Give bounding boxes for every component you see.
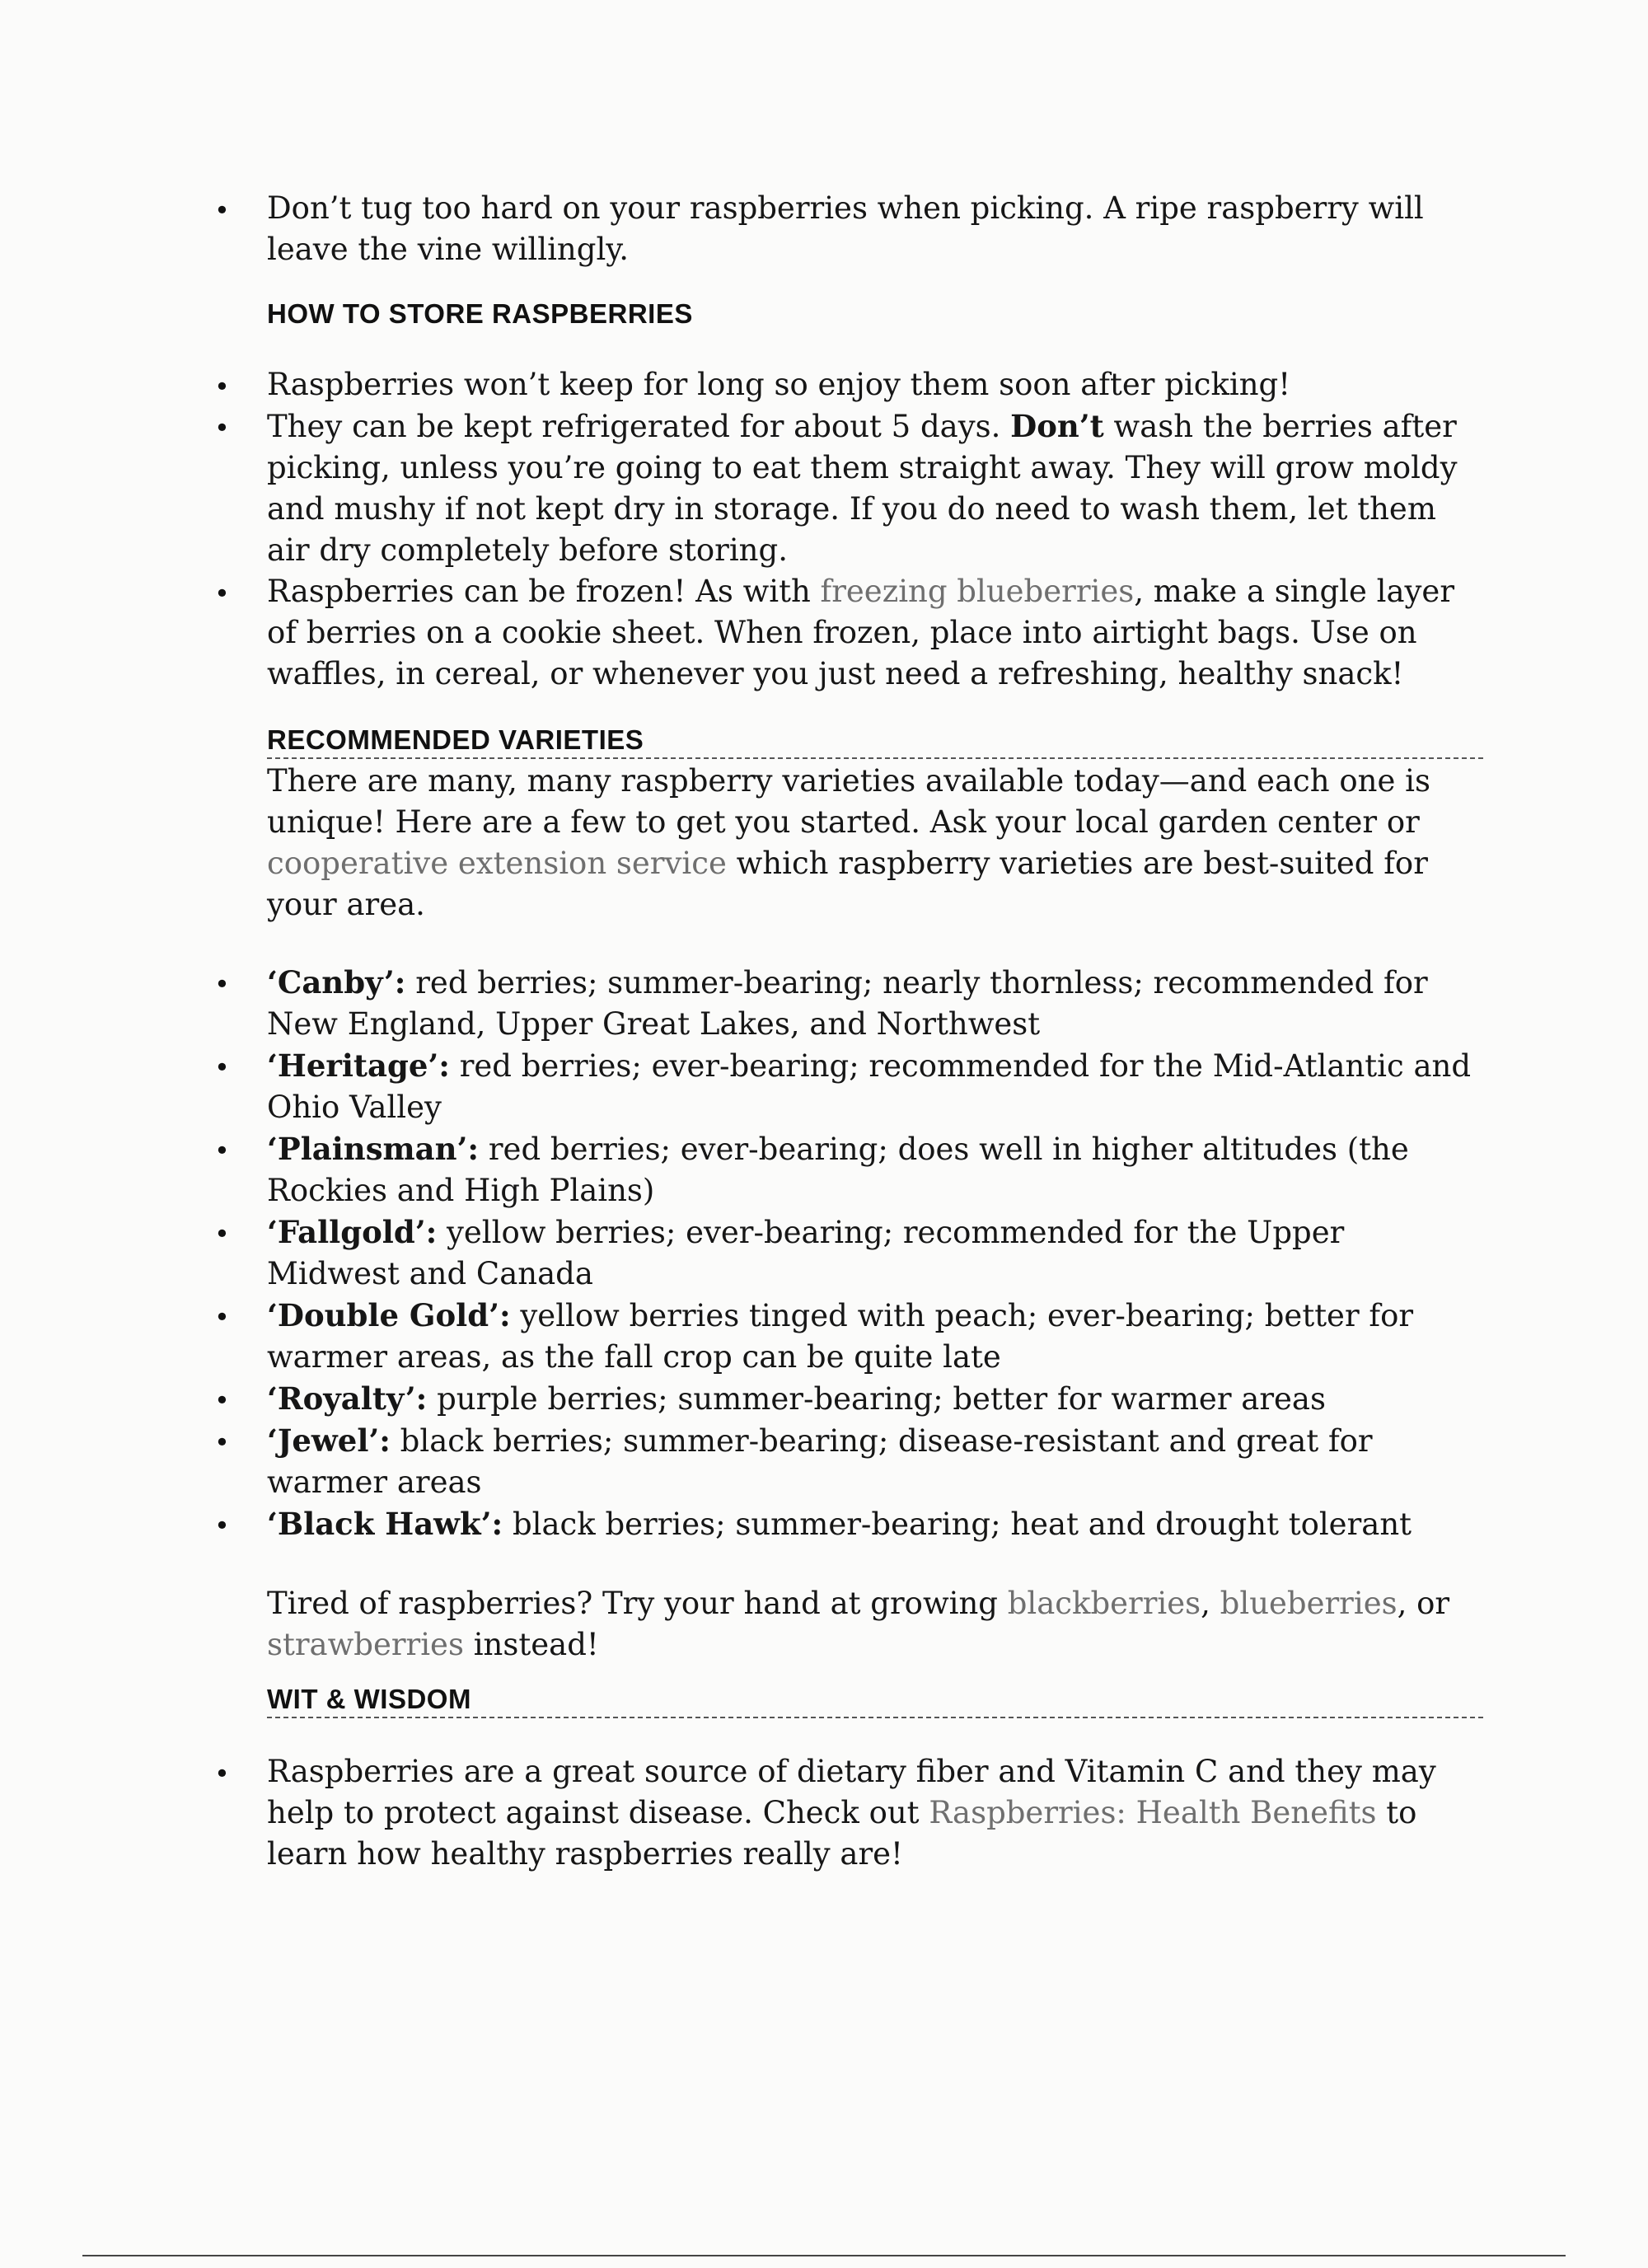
list-item: • Raspberries are a great source of dietary fiber and Vitamin C and they may help to protect against disease. Check out Raspberries: Health Benefits to learn how healthy raspberries really are!	[214, 1751, 1483, 1875]
varieties-heading: RECOMMENDED VARIETIES	[267, 724, 1483, 759]
list-item: • Raspberries won’t keep for long so enjoy them soon after picking!	[214, 364, 1483, 405]
freezing-blueberries-link[interactable]: freezing blueberries	[820, 574, 1135, 609]
variety-description: black berries; summer-bearing; disease-resistant and great for warmer areas	[267, 1423, 1373, 1500]
variety-name: ‘Double Gold’:	[267, 1297, 511, 1333]
list-item: • Raspberries can be frozen! As with freezing blueberries, make a single layer of berries on a cookie sheet. When frozen, place into airtight bags. Use on waffles, in cereal, or whenever you just need a refreshing, healthy snack!	[214, 571, 1483, 695]
list-item: • They can be kept refrigerated for about 5 days. Don’t wash the berries after picking, unless you’re going to eat them straight away. They will grow moldy and mushy if not kept dry in storage. If you do need to wash them, let them air dry completely before storing.	[214, 405, 1483, 571]
health-benefits-link[interactable]: Raspberries: Health Benefits	[929, 1795, 1377, 1830]
variety-name: ‘Plainsman’:	[267, 1131, 480, 1167]
list-item: • Don’t tug too hard on your raspberries when picking. A ripe raspberry will leave the vine willingly.	[214, 188, 1483, 270]
variety-list	[214, 962, 1483, 1545]
variety-name: ‘Heritage’:	[267, 1047, 450, 1084]
blueberries-link[interactable]: blueberries	[1220, 1586, 1398, 1621]
variety-item	[214, 1128, 1483, 1211]
store-list	[214, 364, 1483, 695]
page-content	[214, 188, 1483, 1875]
cooperative-extension-link[interactable]: cooperative extension service	[267, 846, 727, 881]
page-bottom-edge	[82, 2255, 1566, 2256]
blackberries-link[interactable]: blackberries	[1007, 1586, 1201, 1621]
variety-description: black berries; summer-bearing; heat and drought tolerant	[503, 1507, 1412, 1542]
tired-paragraph: Tired of raspberries? Try your hand at growing blackberries, blueberries, or strawberries instead!	[267, 1586, 1450, 1662]
variety-item	[214, 1211, 1483, 1295]
variety-description: yellow berries tinged with peach; ever-bearing; better for warmer areas, as the fall crop can be quite late	[267, 1298, 1414, 1375]
variety-description: red berries; ever-bearing; recommended for the Mid-Atlantic and Ohio Valley	[267, 1048, 1472, 1125]
varieties-intro: There are many, many raspberry varieties available today—and each one is unique! Here are a few to get you started. Ask your local garden center or cooperative extension service which raspberry varieties are best-suited for your area.	[267, 763, 1430, 922]
variety-description: yellow berries; ever-bearing; recommended for the Upper Midwest and Canada	[267, 1215, 1345, 1291]
variety-item	[214, 1045, 1483, 1128]
variety-item	[214, 1378, 1483, 1420]
variety-description: red berries; ever-bearing; does well in higher altitudes (the Rockies and High Plains)	[267, 1132, 1409, 1208]
variety-item	[214, 1503, 1483, 1545]
variety-name: ‘Fallgold’:	[267, 1214, 438, 1250]
store-heading: HOW TO STORE RASPBERRIES	[267, 298, 693, 329]
variety-description: purple berries; summer-bearing; better for warmer areas	[427, 1381, 1326, 1417]
picking-tips-list	[214, 188, 1483, 270]
variety-name: ‘Canby’:	[267, 964, 406, 1000]
wisdom-heading: WIT & WISDOM	[267, 1684, 1483, 1718]
variety-description: red berries; summer-bearing; nearly thornless; recommended for New England, Upper Great Lakes, and Northwest	[267, 965, 1428, 1042]
variety-name: ‘Black Hawk’:	[267, 1506, 503, 1542]
variety-item	[214, 1295, 1483, 1378]
variety-item	[214, 1420, 1483, 1503]
variety-name: ‘Jewel’:	[267, 1422, 391, 1459]
wisdom-list	[214, 1751, 1483, 1875]
strawberries-link[interactable]: strawberries	[267, 1627, 464, 1662]
variety-item	[214, 962, 1483, 1045]
variety-name: ‘Royalty’:	[267, 1380, 428, 1417]
